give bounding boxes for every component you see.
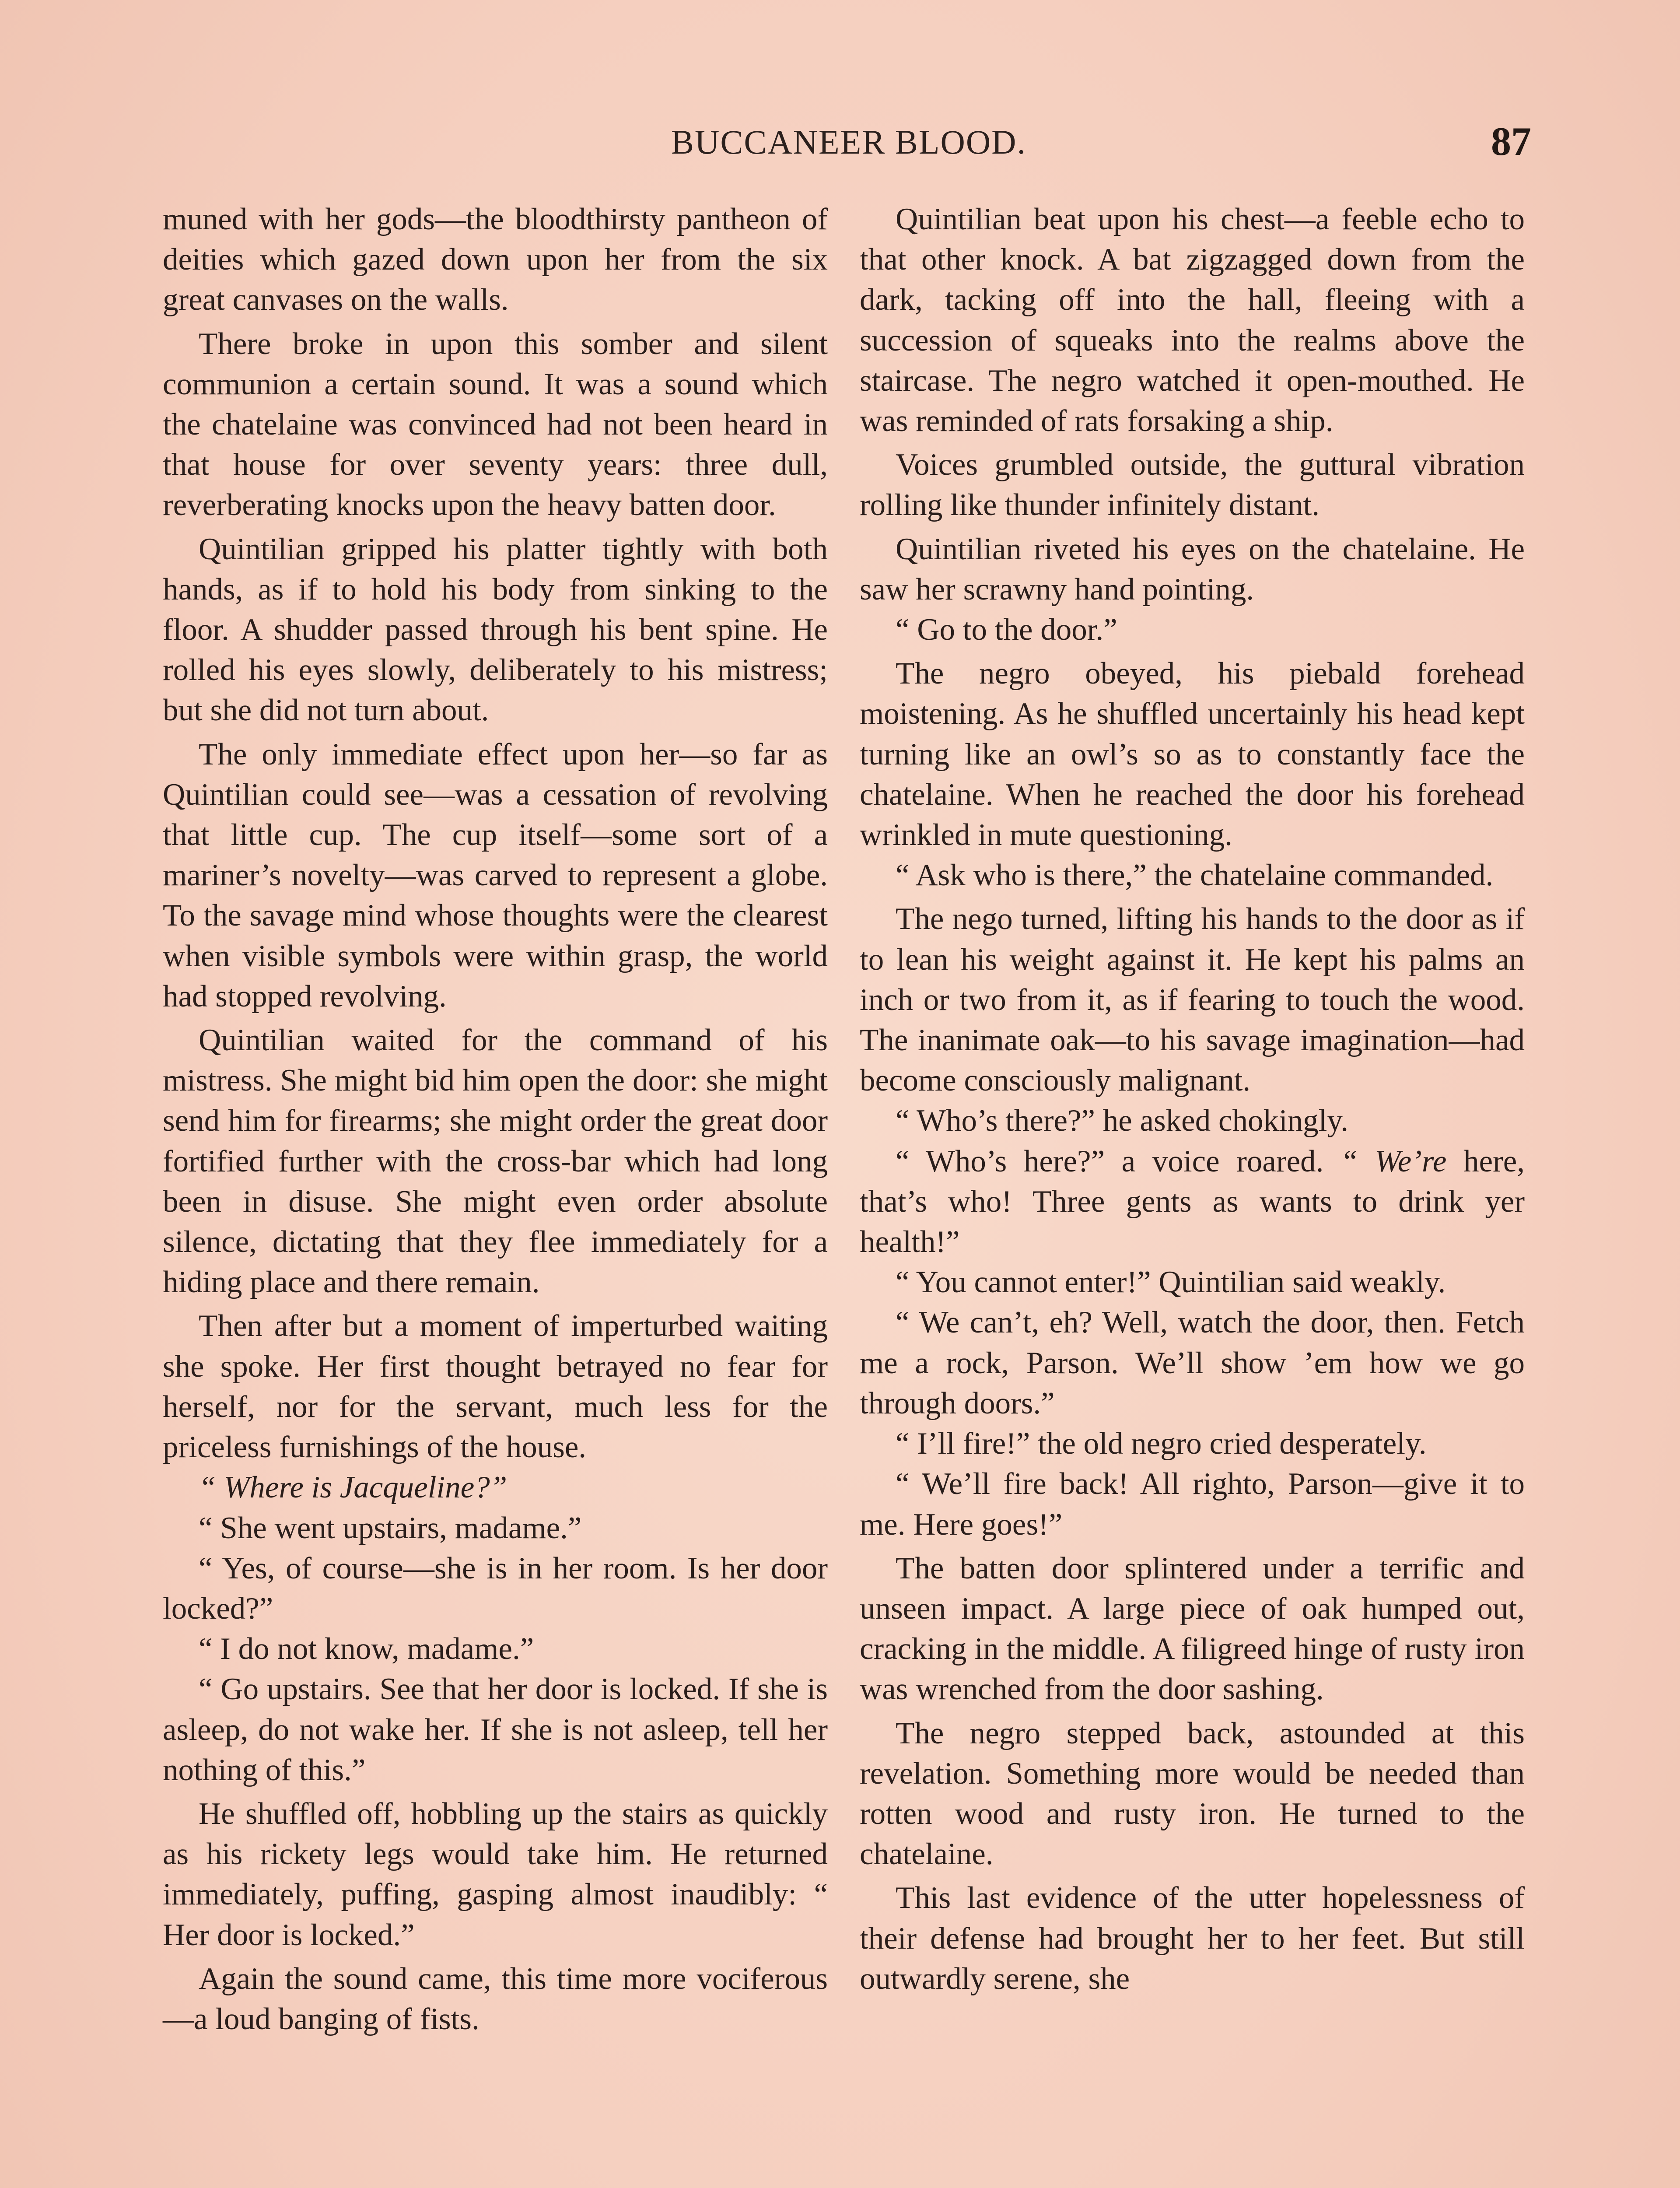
dialogue-line: “ You cannot enter!” Quintilian said weakly. [896, 1265, 1446, 1300]
paragraph: muned with her gods—the bloodthirsty pantheon of deities which gazed down upon her from the six great canvases on the walls. [163, 202, 828, 317]
dialogue-line: “ She went upstairs, madame.” [199, 1511, 582, 1545]
paragraph: This last evidence of the utter hopelessness of their defense had brought her to her feet. But still outwardly serene, she [860, 1881, 1525, 1996]
dialogue-line: “ We can’t, eh? Well, watch the door, then. Fetch me a rock, Parson. We’ll show ’em how we go through doors.” [860, 1305, 1525, 1420]
dialogue-line: “ Yes, of course—she is in her room. Is her door locked?” [163, 1551, 828, 1626]
page-number: 87 [1491, 119, 1531, 164]
dialogue-line: “ I do not know, madame.” [199, 1632, 534, 1666]
paragraph: Quintilian gripped his platter tightly with both hands, as if to hold his body from sinking to the floor. A shudder passed through his bent spine. He rolled his eyes slowly, deliberately to his mistress; but she did not turn about. [163, 532, 828, 728]
dialogue-line: “ Where is Jacqueline?” [199, 1470, 508, 1505]
paragraph: Quintilian riveted his eyes on the chatelaine. He saw her scrawny hand pointing. [860, 532, 1525, 607]
emphasized-text: “ We’re [1340, 1144, 1447, 1178]
paragraph: Then after but a moment of imperturbed waiting she spoke. Her first thought betrayed no fear for herself, nor for the servant, much less for the priceless furnishings of the house. [163, 1309, 828, 1465]
paragraph: Voices grumbled outside, the guttural vibration rolling like thunder infinitely distant. [860, 448, 1525, 522]
paragraph: The nego turned, lifting his hands to the door as if to lean his weight against it. He kept his palms an inch or two from it, as if fearing to touch the wood. The inanimate oak—to his savage imagination—had become consciously malignant. [860, 902, 1525, 1098]
dialogue-line: “ Go to the door.” [896, 613, 1117, 647]
paragraph: There broke in upon this somber and silent communion a certain sound. It was a sound which the chatelaine was convinced had not been heard in that house for over seventy years: three dull, reverberating knocks upon the heavy batten door. [163, 326, 828, 522]
right-text-column [860, 199, 1525, 1999]
dialogue-line: “ Go upstairs. See that her door is locked. If she is asleep, do not wake her. If she is not asleep, tell her nothing of this.” [163, 1672, 828, 1787]
paragraph: The negro obeyed, his piebald forehead moistening. As he shuffled uncertainly his head kept turning like an owl’s so as to constantly face the chatelaine. When he reached the door his forehead wrinkled in mute questioning. [860, 656, 1525, 852]
left-text-column [163, 199, 828, 2039]
dialogue-line: “ I’ll fire!” the old negro cried desperately. [896, 1427, 1427, 1461]
running-title: BUCCANEER BLOOD. [671, 123, 1027, 161]
paragraph: Quintilian beat upon his chest—a feeble echo to that other knock. A bat zigzagged down from the dark, tacking off into the hall, fleeing with a succession of squeaks into the realms above the staircase. The negro watched it open-mouthed. He was reminded of rats forsaking a ship. [860, 202, 1525, 438]
paragraph: The batten door splintered under a terrific and unseen impact. A large piece of oak humped out, cracking in the middle. A filigreed hinge of rusty iron was wrenched from the door sashing. [860, 1551, 1525, 1707]
paragraph: He shuffled off, hobbling up the stairs as quickly as his rickety legs would take him. He returned immediately, puffing, gasping almost inaudibly: “ Her door is locked.” [163, 1796, 828, 1952]
dialogue-text: “ Who’s here?” a voice roared. [896, 1144, 1324, 1178]
dialogue-line [860, 1141, 1525, 1262]
paragraph: The only immediate effect upon her—so far as Quintilian could see—was a cessation of revolving that little cup. The cup itself—some sort of a mariner’s novelty—was carved to represent a globe. To the savage mind whose thoughts were the clearest when visible symbols were within grasp, the world had stopped revolving. [163, 737, 828, 1013]
paragraph: The negro stepped back, astounded at this revelation. Something more would be needed than rotten wood and rusty iron. He turned to the chatelaine. [860, 1716, 1525, 1872]
paragraph: Quintilian waited for the command of his mistress. She might bid him open the door: she might send him for firearms; she might order the great door fortified further with the cross-bar which had long been in disuse. She might even order absolute silence, dictating that they flee immediately for a hiding place and there remain. [163, 1023, 828, 1300]
paragraph: Again the sound came, this time more vociferous—a loud banging of fists. [163, 1961, 828, 2036]
dialogue-line: “ Who’s there?” he asked chokingly. [896, 1104, 1349, 1138]
dialogue-line: “ Ask who is there,” the chatelaine commanded. [896, 858, 1494, 893]
dialogue-line: “ We’ll fire back! All righto, Parson—give it to me. Here goes!” [860, 1467, 1525, 1542]
dialogue-text: here, that’s who! Three gents as wants to drink yer health!” [860, 1144, 1525, 1259]
